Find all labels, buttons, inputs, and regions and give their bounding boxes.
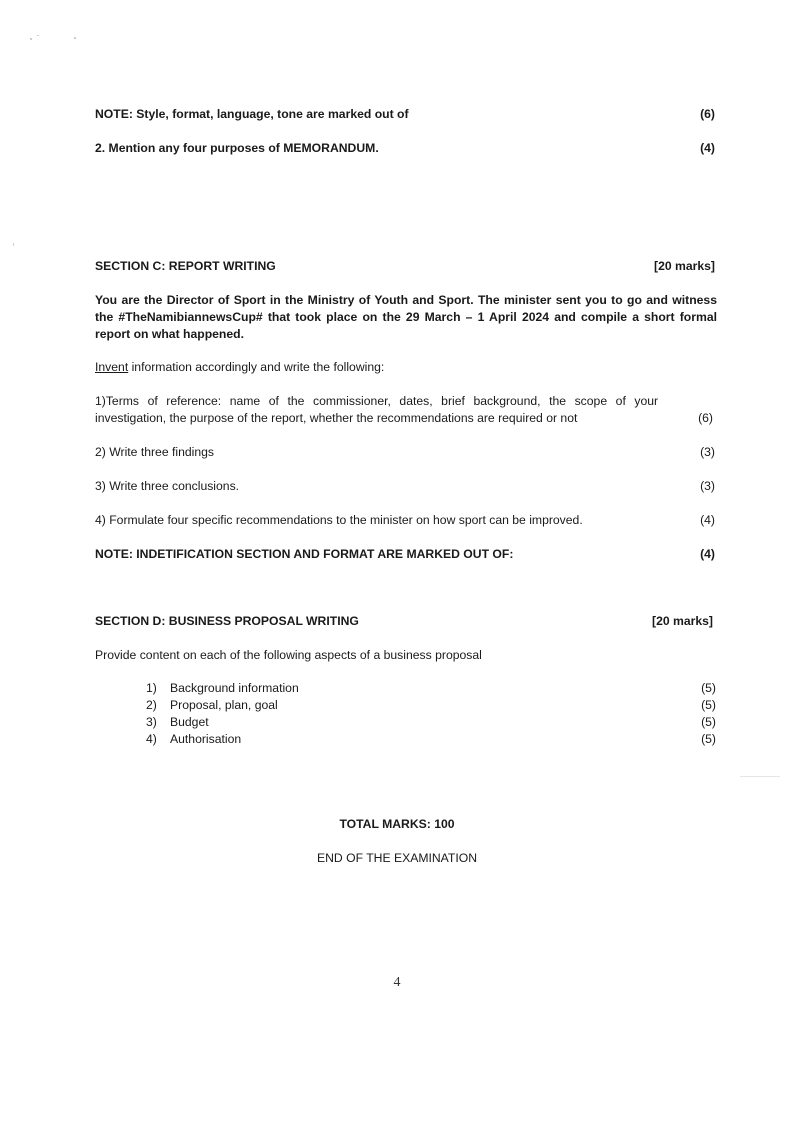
section-d-item-3-marks: (5) (701, 715, 716, 729)
section-c-item-3 (95, 478, 715, 495)
section-c-item-1-marks: (6) (698, 411, 713, 425)
section-d-item-2-text: Proposal, plan, goal (170, 698, 278, 712)
section-d-item-3-num: 3) (146, 715, 157, 729)
section-d-item-2 (146, 697, 716, 714)
section-c-item-1 (95, 393, 717, 427)
section-c-marks: [20 marks] (654, 259, 715, 273)
note-style-text: NOTE: Style, format, language, tone are marked out of (95, 107, 409, 121)
section-d-marks: [20 marks] (652, 614, 713, 628)
section-c-item-4-marks: (4) (700, 513, 715, 527)
section-d-heading (95, 613, 713, 630)
section-d-item-3 (146, 714, 716, 731)
section-c-item-2-text: 2) Write three findings (95, 445, 214, 459)
section-c-item-2-marks: (3) (700, 445, 715, 459)
end-of-exam: END OF THE EXAMINATION (316, 851, 478, 865)
section-c-heading (95, 258, 715, 275)
scan-speck (37, 35, 39, 36)
section-d-item-3-text: Budget (170, 715, 209, 729)
section-d-title: SECTION D: BUSINESS PROPOSAL WRITING (95, 614, 359, 628)
question-2-row (95, 140, 715, 157)
section-c-note (95, 546, 715, 563)
section-d-item-4-num: 4) (146, 732, 157, 746)
section-d-item-1 (146, 680, 716, 697)
section-c-item-4-text: 4) Formulate four specific recommendations to the minister on how sport can be improved. (95, 513, 583, 527)
section-d-item-1-text: Background information (170, 681, 299, 695)
section-d-intro: Provide content on each of the following aspects of a business proposal (95, 648, 482, 662)
page-number: 4 (393, 975, 401, 990)
scan-mark-line (740, 776, 780, 777)
instruction-keyword: Invent (95, 360, 129, 374)
section-d-item-4-text: Authorisation (170, 732, 242, 746)
section-d-item-4-marks: (5) (701, 732, 716, 746)
section-c-scenario: You are the Director of Sport in the Ministry of Youth and Sport. The minister sent you to go and witness the #TheNamibiannewsCup# that took place on the 29 March – 1 April 2024 and compile a short formal report on what happened. (95, 293, 717, 341)
question-2-marks: (4) (700, 141, 715, 155)
note-style-row (95, 106, 715, 123)
section-d-item-4 (146, 731, 716, 748)
instruction-text: information accordingly and write the following: (128, 360, 385, 374)
scan-speck (13, 243, 14, 246)
section-c-item-4 (95, 512, 715, 529)
section-d-item-1-marks: (5) (701, 681, 716, 695)
section-d-item-2-marks: (5) (701, 698, 716, 712)
section-c-title: SECTION C: REPORT WRITING (95, 259, 276, 273)
total-marks: TOTAL MARKS: 100 (339, 817, 455, 831)
question-2-text: 2. Mention any four purposes of MEMORANDUM. (95, 141, 379, 155)
scan-speck (74, 37, 76, 39)
section-c-item-3-text: 3) Write three conclusions. (95, 479, 240, 493)
section-c-instruction (95, 359, 717, 376)
section-c-note-text: NOTE: INDETIFICATION SECTION AND FORMAT ARE MARKED OUT OF: (95, 547, 514, 561)
note-style-marks: (6) (700, 107, 715, 121)
section-c-note-marks: (4) (700, 547, 715, 561)
section-c-item-2 (95, 444, 715, 461)
section-c-item-3-marks: (3) (700, 479, 715, 493)
section-d-item-1-num: 1) (146, 681, 157, 695)
scan-speck (30, 38, 32, 40)
section-c-item-1-text: 1)Terms of reference: name of the commissioner, dates, brief background, the scope of your investigation, the purpose of the report, whether the recommendations are required or not (95, 394, 659, 425)
section-d-item-2-num: 2) (146, 698, 157, 712)
